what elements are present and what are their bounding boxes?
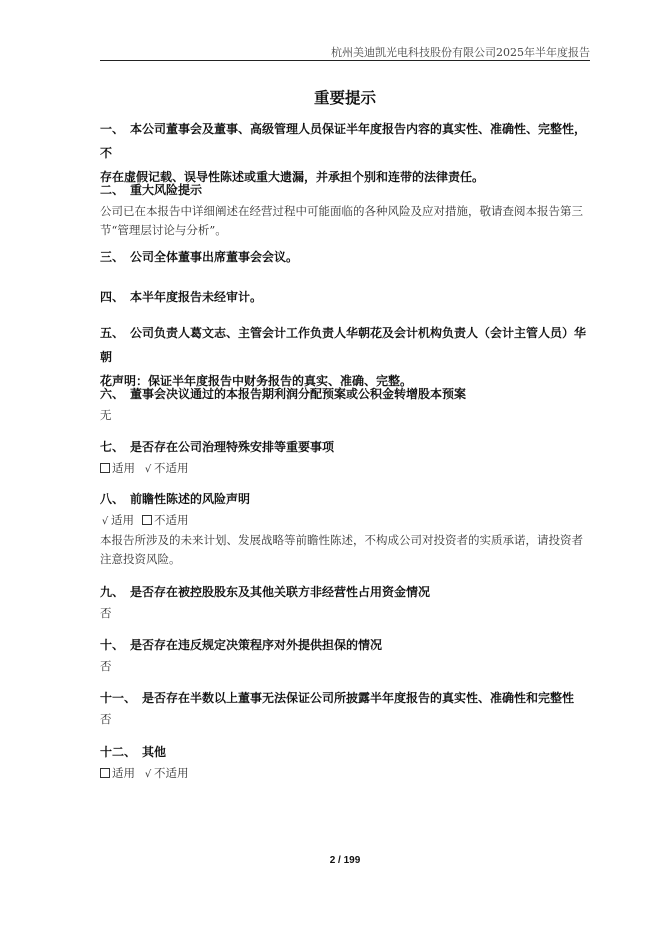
- section-8-heading: [100, 487, 590, 511]
- section-text: 前瞻性陈述的风险声明: [130, 492, 251, 506]
- section-number: 八、: [100, 492, 125, 506]
- section-text: 重大风险提示: [130, 183, 203, 197]
- section-1-heading: [100, 117, 590, 165]
- section-2-body-line1: 公司已在本报告中详细阐述在经营过程中可能面临的各种风险及应对措施，敬请查阅本报告第三: [100, 204, 583, 218]
- section-7: [100, 435, 590, 479]
- section-text: 本半年度报告未经审计。: [130, 290, 263, 304]
- running-header: 杭州美迪凯光电科技股份有限公司2025年半年度报告: [331, 46, 590, 59]
- section-text: 公司负责人葛文志、主管会计工作负责人华朝花及会计机构负责人（会计主管人员）华朝: [100, 326, 587, 364]
- page-title: 重要提示: [313, 88, 376, 107]
- section-8: [100, 487, 590, 569]
- section-11-heading: [100, 686, 590, 710]
- header-divider: [100, 60, 590, 61]
- section-12-heading: [100, 740, 590, 764]
- checkmark-icon: √: [144, 464, 152, 475]
- section-4-heading: [100, 285, 590, 309]
- section-10-answer: 否: [100, 659, 112, 673]
- checkbox-empty-icon: [100, 768, 110, 778]
- section-text: 是否存在违反规定决策程序对外提供担保的情况: [130, 638, 383, 652]
- checkmark-icon: √: [101, 516, 109, 527]
- section-number: 九、: [100, 585, 125, 599]
- section-4: [100, 285, 590, 309]
- section-number: 二、: [100, 183, 125, 197]
- section-text: 是否存在公司治理特殊安排等重要事项: [130, 440, 335, 454]
- section-8-body-line1: 本报告所涉及的未来计划、发展战略等前瞻性陈述，不构成公司对投资者的实质承诺，请投资者: [100, 533, 583, 547]
- section-text: 公司全体董事出席董事会会议。: [130, 250, 299, 264]
- section-number: 七、: [100, 440, 125, 454]
- checkmark-icon: √: [144, 769, 152, 780]
- section-12: [100, 740, 590, 784]
- section-2-heading: [100, 178, 590, 202]
- section-6-heading: [100, 382, 590, 406]
- section-3: [100, 245, 590, 269]
- option-not-applicable: 不适用: [154, 461, 189, 475]
- option-applicable: 适用: [112, 461, 135, 475]
- section-number: 十二、: [100, 745, 137, 759]
- option-applicable: 适用: [111, 513, 134, 527]
- section-text: 是否存在被控股股东及其他关联方非经营性占用资金情况: [130, 585, 431, 599]
- section-3-heading: [100, 245, 590, 269]
- section-5-heading: [100, 321, 590, 369]
- section-10-heading: [100, 633, 590, 657]
- section-2: [100, 178, 590, 240]
- section-text: 其他: [142, 745, 167, 759]
- section-number: 三、: [100, 250, 125, 264]
- section-text: 董事会决议通过的本报告期利润分配预案或公积金转增股本预案: [130, 387, 467, 401]
- section-number: 十、: [100, 638, 125, 652]
- option-not-applicable: 不适用: [154, 766, 189, 780]
- section-6-answer: 无: [100, 408, 112, 422]
- option-not-applicable: 不适用: [154, 513, 189, 527]
- section-text: 本公司董事会及董事、高级管理人员保证半年度报告内容的真实性、准确性、完整性，不: [100, 122, 587, 160]
- section-7-heading: [100, 435, 590, 459]
- section-9: [100, 580, 590, 623]
- section-5-heading-cont: 花声明：保证半年度报告中财务报告的真实、准确、完整。: [100, 374, 413, 388]
- checkbox-empty-icon: [100, 463, 110, 473]
- section-11: [100, 686, 590, 729]
- section-number: 十一、: [100, 691, 137, 705]
- section-7-options: [100, 459, 590, 479]
- section-number: 四、: [100, 290, 125, 304]
- section-number: 六、: [100, 387, 125, 401]
- section-number: 五、: [100, 326, 125, 340]
- section-10: [100, 633, 590, 676]
- option-applicable: 适用: [112, 766, 135, 780]
- section-6: [100, 382, 590, 425]
- section-12-options: [100, 764, 590, 784]
- section-text: 是否存在半数以上董事无法保证公司所披露半年度报告的真实性、准确性和完整性: [142, 691, 575, 705]
- section-8-body-line2: 注意投资风险。: [100, 552, 181, 566]
- section-2-body-line2: 节“管理层讨论与分析”。: [100, 223, 227, 237]
- section-9-answer: 否: [100, 606, 112, 620]
- section-number: 一、: [100, 122, 125, 136]
- section-8-options: [100, 511, 590, 531]
- page-number: 2 / 199: [329, 855, 361, 866]
- section-11-answer: 否: [100, 712, 112, 726]
- section-9-heading: [100, 580, 590, 604]
- checkbox-empty-icon: [142, 515, 152, 525]
- section-1-heading-cont: 存在虚假记载、误导性陈述或重大遗漏，并承担个别和连带的法律责任。: [100, 170, 485, 184]
